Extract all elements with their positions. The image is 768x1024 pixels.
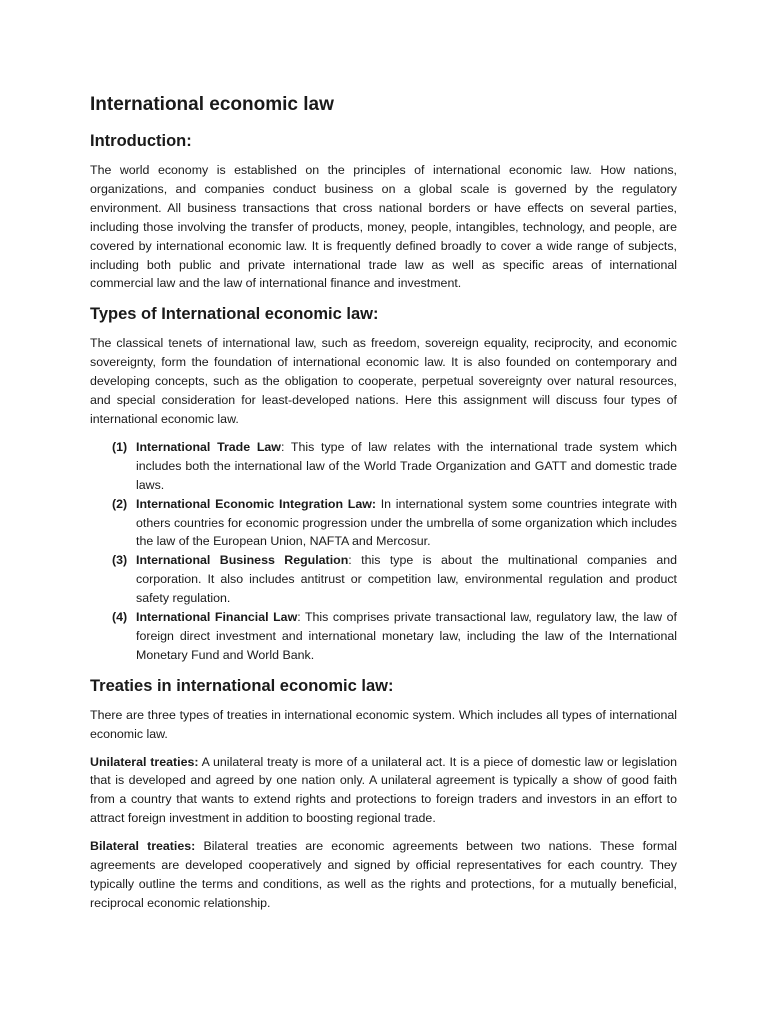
list-item-number: (3) <box>112 553 128 568</box>
document-page <box>90 92 677 922</box>
list-item-term: International Trade Law <box>136 439 281 454</box>
bilateral-treaties-paragraph <box>90 837 677 913</box>
list-item-term: International Economic Integration Law: <box>136 496 376 511</box>
list-item <box>112 438 677 495</box>
list-item-separator: : <box>348 553 362 568</box>
treaties-heading: Treaties in international economic law: <box>90 676 394 695</box>
types-heading: Types of International economic law: <box>90 305 379 324</box>
types-list <box>90 438 677 665</box>
list-item-text: In international system some countries integrate with others countries for economic progression under the umbrella of some organization which includes the law of the European Union, NAFTA and Mercosur. <box>136 496 677 549</box>
list-item <box>112 551 677 608</box>
unilateral-treaties-text: A unilateral treaty is more of a unilateral act. It is a piece of domestic law or legislation that is developed and agreed by one nation only. A unilateral agreement is typically a show of good faith from a country that wants to extend rights and protections to foreign traders and investors in an effort to attract foreign investment in addition to boosting regional trade. <box>90 754 677 826</box>
list-item-term: International Financial Law <box>136 610 298 625</box>
bilateral-treaties-text: Bilateral treaties are economic agreements between two nations. These formal agreements are developed cooperatively and signed by official representatives for each country. They typically outline the terms and conditions, as well as the rights and protections, for a mutually beneficial, reciprocal economic relationship. <box>90 839 677 910</box>
introduction-heading: Introduction: <box>90 132 192 150</box>
introduction-paragraph: The world economy is established on the principles of international economic law. How nations, organizations, and companies conduct business on a global scale is governed by the regulatory environment. All business transactions that cross national borders or have effects on several parties, including those involving the transfer of products, money, people, intangibles, technology, and people, are covered by international economic law. It is frequently defined broadly to cover a wide range of subjects, including both public and private international trade law as well as specific areas of international commercial law and the law of international finance and investment. <box>90 163 677 291</box>
list-item-separator: : <box>280 439 291 454</box>
list-item-number: (2) <box>112 496 128 511</box>
list-item-text: This comprises private transactional law, regulatory law, the law of foreign direct investment and international monetary law, including the law of the International Monetary Fund and World Bank. <box>136 610 677 662</box>
list-item-number: (1) <box>112 439 128 454</box>
list-item-number: (4) <box>112 610 128 625</box>
list-item-text: This type of law relates with the international trade system which includes both the international law of the World Trade Organization and GATT and domestic trade laws. <box>136 439 678 492</box>
list-item-text: this type is about the multinational companies and corporation. It also includes antitrust or competition law, environmental regulation and product safety regulation. <box>136 553 678 606</box>
types-paragraph: The classical tenets of international law, such as freedom, sovereign equality, reciprocity, and economic sovereignty, form the foundation of international economic law. It is also founded on contemporary and developing concepts, such as the obligation to cooperate, perpetual sovereignty over natural resources, and special consideration for least-developed nations. Here this assignment will discuss four types of international economic law. <box>90 336 677 426</box>
treaties-paragraph: There are three types of treaties in international economic system. Which includes all types of international economic law. <box>90 707 677 741</box>
list-item-separator: : <box>297 610 305 625</box>
bilateral-treaties-term: Bilateral treaties: <box>90 839 196 854</box>
unilateral-treaties-term: Unilateral treaties: <box>90 754 199 769</box>
list-item <box>112 495 677 552</box>
unilateral-treaties-paragraph <box>90 753 677 829</box>
list-item-term: International Business Regulation <box>136 553 349 568</box>
document-title: International economic law <box>90 94 334 115</box>
list-item <box>112 608 677 665</box>
